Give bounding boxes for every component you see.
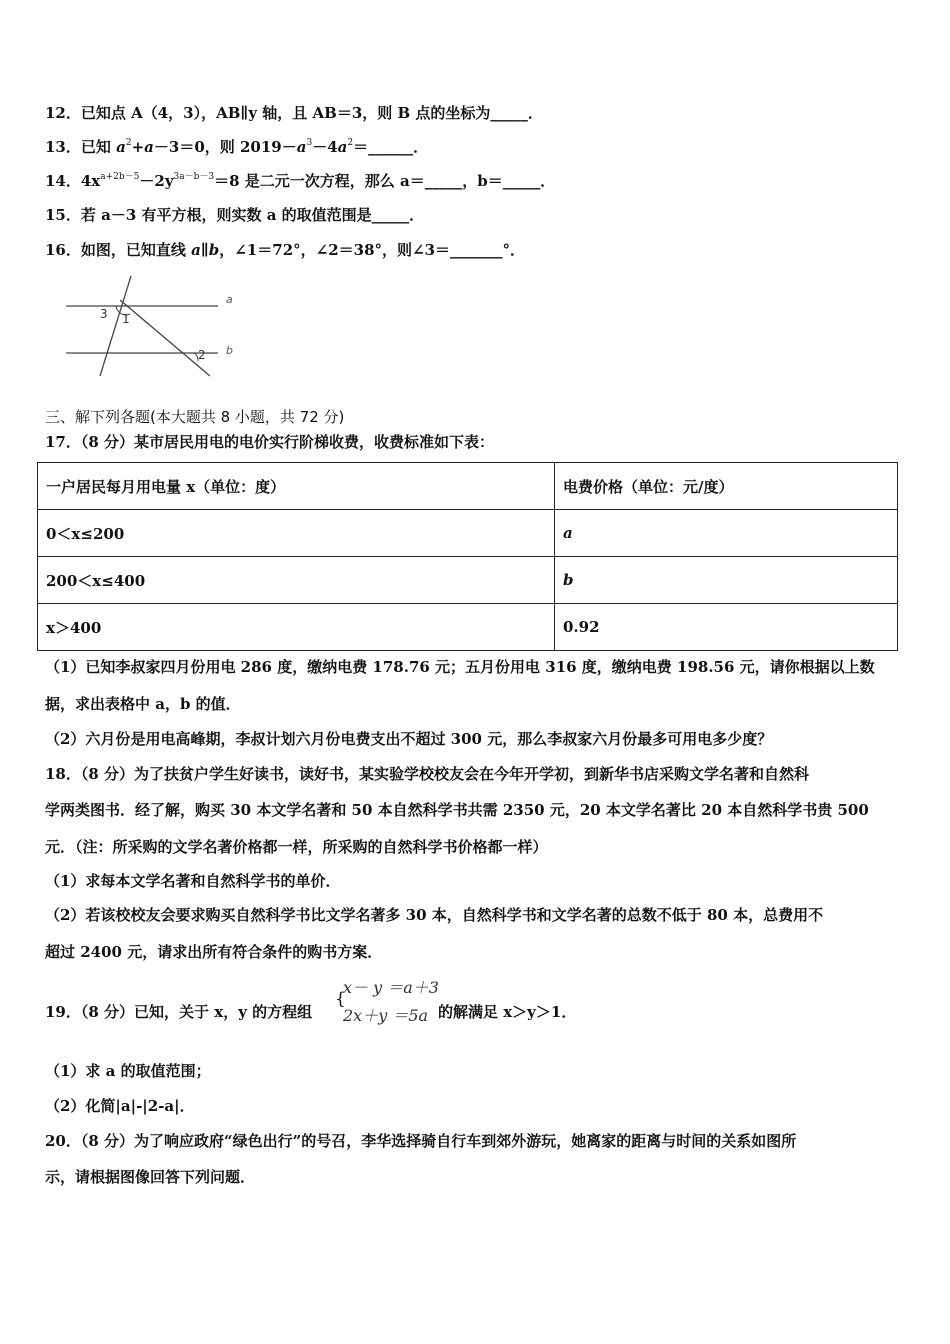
- question-19-pre: 19．（8 分）已知，关于 x，y 的方程组: [45, 1003, 313, 1021]
- table-row: [38, 604, 898, 651]
- table-cell: x＞400: [38, 604, 555, 651]
- question-13: 13．已知 $a^2+a-3=0$，则 $2019-a^3-4a^2=\_\_\_\_\_\_$．: [45, 138, 429, 156]
- question-18-part-2-line-1: （2）若该校校友会要求购买自然科学书比文学名著多 30 本，自然科学书和文学名著的总数不低于 80 本，总费用不: [45, 906, 824, 924]
- question-19-post: 的解满足 x＞y＞1．: [438, 1003, 577, 1021]
- question-17-part-1-line-1: （1）已知李叔家四月份用电 286 度，缴纳电费 178.76 元；五月份用电 316 度，缴纳电费 198.56 元，请你根据以上数: [45, 658, 875, 676]
- table-header-cell: 一户居民每月用电量 x（单位：度）: [38, 463, 555, 510]
- transversal-1: [100, 276, 131, 376]
- question-17-part-2: （2）六月份是用电高峰期，李叔计划六月份电费支出不超过 300 元，那么李叔家六月份最多可用电多少度？: [45, 730, 773, 748]
- question-18-line-2: 学两类图书．经了解，购买 30 本文学名著和 50 本自然科学书共需 2350 元，20 本文学名著比 20 本自然科学书贵 500: [45, 801, 869, 819]
- label-a: a: [226, 293, 233, 306]
- question-12: 12．已知点 A（4，3），AB∥y 轴，且 AB＝3，则 B 点的坐标为_____．: [45, 104, 543, 122]
- label-b: b: [226, 344, 233, 357]
- price-table: [37, 462, 898, 651]
- table-cell: 200＜x≤400: [38, 557, 555, 604]
- question-18-line-3: 元．（注：所采购的文学名著价格都一样，所采购的自然科学书价格都一样）: [45, 838, 548, 856]
- question-19-part-2: （2）化简|a|-|2-a|．: [45, 1097, 195, 1115]
- equation-1: x－ y ＝a＋3: [343, 978, 439, 997]
- question-19-part-1: （1）求 a 的取值范围；: [45, 1062, 211, 1080]
- table-row: [38, 557, 898, 604]
- table-cell: b: [555, 557, 898, 604]
- section-3-heading: 三、解下列各题(本大题共 8 小题，共 72 分): [45, 408, 345, 426]
- question-20-line-1: 20．（8 分）为了响应政府“绿色出行”的号召，李华选择骑自行车到郊外游玩，她离家的距离与时间的关系如图所: [45, 1132, 797, 1150]
- angle-label-2: 2: [198, 348, 206, 362]
- angle-label-1: 1: [122, 312, 130, 326]
- table-header-cell: 电费价格（单位：元/度）: [555, 463, 898, 510]
- question-18-part-1: （1）求每本文学名著和自然科学书的单价．: [45, 872, 341, 890]
- angle-label-3: 3: [100, 307, 108, 321]
- table-cell: 0＜x≤200: [38, 510, 555, 557]
- parallel-lines-figure: [60, 270, 250, 382]
- question-18-line-1: 18．（8 分）为了扶贫户学生好读书，读好书，某实验学校校友会在今年开学初，到新华书店采购文学名著和自然科: [45, 765, 810, 783]
- table-row: [38, 510, 898, 557]
- question-16: 16．如图，已知直线 a∥b，∠1＝72°，∠2＝38°，则∠3＝_______°．: [45, 241, 526, 259]
- question-14: 14．$4x^{a+2b-5}-2y^{3a-b-3}=8$ 是二元一次方程，那么 a＝_____，b＝_____．: [45, 172, 556, 190]
- brace-symbol: {: [335, 989, 346, 1009]
- equation-system: [335, 975, 439, 1031]
- transversal-2: [120, 300, 210, 376]
- equation-2: 2x＋y ＝5a: [343, 1006, 429, 1025]
- question-20-line-2: 示，请根据图像回答下列问题．: [45, 1168, 256, 1186]
- table-cell: a: [555, 510, 898, 557]
- question-15: 15．若 a－3 有平方根，则实数 a 的取值范围是_____．: [45, 206, 425, 224]
- table-header-row: [38, 463, 898, 510]
- table-cell: 0.92: [555, 604, 898, 651]
- question-17-intro: 17．（8 分）某市居民用电的电价实行阶梯收费，收费标准如下表：: [45, 433, 495, 451]
- question-17-part-1-line-2: 据，求出表格中 a，b 的值．: [45, 695, 241, 713]
- question-18-part-2-line-2: 超过 2400 元，请求出所有符合条件的购书方案．: [45, 943, 383, 961]
